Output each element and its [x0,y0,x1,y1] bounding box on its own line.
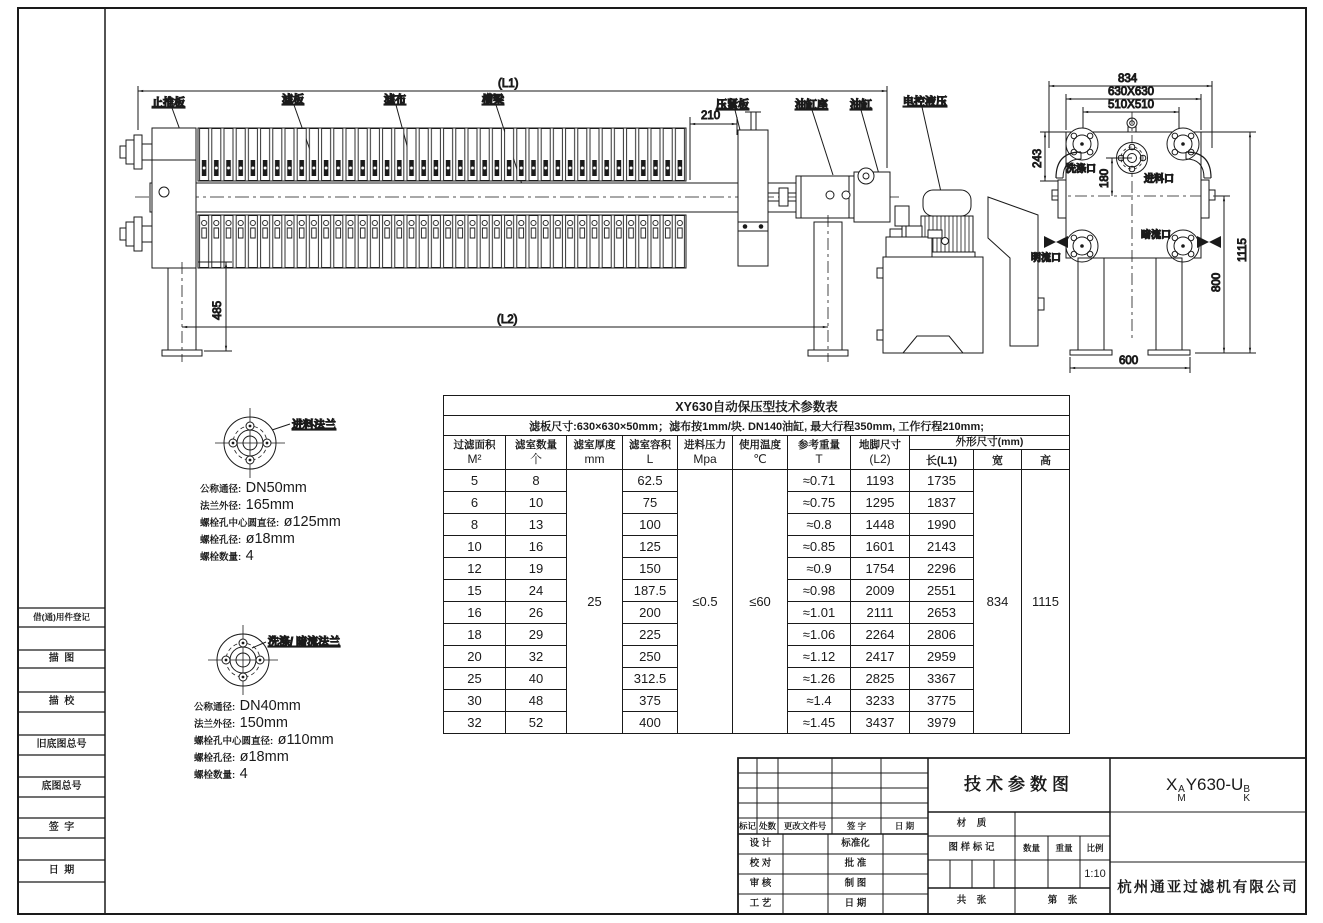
cell-chambers: 13 [506,514,567,536]
rev-header-date: 日 期 [894,821,915,831]
scale-value: 1:10 [1084,868,1106,880]
table-title: XY630自动保压型技术参数表 [444,396,1070,416]
cell-weight: ≈1.45 [788,712,851,734]
role-approve: 批 准 [844,858,867,869]
cell-weight: ≈1.4 [788,690,851,712]
cell-area: 25 [444,668,506,690]
param-table-body [444,396,1070,734]
cell-volume: 187.5 [623,580,678,602]
flange-note-value: 4 [239,766,248,782]
sidebar-item-trace-drawing: 描 图 [48,653,75,664]
flange-note-value: ø18mm [239,749,289,765]
cell-width-shared: 834 [974,470,1022,734]
dim-243: 243 [1032,148,1044,168]
cell-l1: 1837 [910,492,974,514]
rev-header-signature: 签 字 [846,821,867,831]
mark-label: 图 样 标 记 [948,842,995,853]
header-width: 宽 [974,450,1022,470]
cell-temp-shared: ≤60 [733,470,788,734]
sidebar-item-old-master-no: 旧底图总号 [36,739,87,750]
label-hydraulic: 电控液压 [903,96,947,108]
cell-area: 5 [444,470,506,492]
cell-weight: ≈1.12 [788,646,851,668]
rev-header-mark: 标记 [738,821,756,831]
cell-l1: 2806 [910,624,974,646]
label-cylinder-seat: 油缸座 [795,99,828,111]
cell-chambers: 32 [506,646,567,668]
cell-weight: ≈1.06 [788,624,851,646]
label-wash-port: 洗涤口 [1066,164,1096,175]
cell-l2: 1193 [851,470,910,492]
header-thickness: 滤室厚度 mm [567,436,623,470]
cell-l2: 3437 [851,712,910,734]
flange-note-value: 150mm [239,715,288,731]
cell-weight: ≈0.9 [788,558,851,580]
dim-600: 600 [1119,355,1139,367]
sidebar-item-reuse-record: 借(通)用件登记 [33,612,90,622]
dim-834: 834 [1118,73,1138,85]
cell-volume: 150 [623,558,678,580]
cell-l1: 3775 [910,690,974,712]
dim-180: 180 [1099,168,1111,188]
parameter-table [443,395,1070,734]
cell-l2: 1601 [851,536,910,558]
cell-area: 30 [444,690,506,712]
role-design: 设 计 [749,838,772,849]
cell-chambers: 26 [506,602,567,624]
label-filter-cloth: 滤布 [384,94,406,106]
cell-volume: 312.5 [623,668,678,690]
plate-stand [988,197,1038,346]
role-standardize: 标准化 [841,838,870,849]
scale-label: 比例 [1086,843,1104,853]
cell-chambers: 52 [506,712,567,734]
label-feed-port: 进料口 [1144,174,1174,185]
cell-l2: 2417 [851,646,910,668]
dim-485: 485 [212,300,224,320]
cell-area: 15 [444,580,506,602]
dim-l1: (L1) [498,78,519,90]
side-view [120,78,1044,362]
hydraulic-unit [877,190,983,353]
cell-l1: 2143 [910,536,974,558]
cell-l1: 2653 [910,602,974,624]
cell-l2: 2264 [851,624,910,646]
cell-volume: 100 [623,514,678,536]
flange-note-value: DN50mm [245,480,307,496]
flange-note-value: ø18mm [245,531,295,547]
cell-volume: 400 [623,712,678,734]
flange-note-label: 螺栓孔中心圆直径: [200,518,280,529]
label-open-port: 明流口 [1031,253,1061,264]
cell-height-shared: 1115 [1022,470,1070,734]
flange-note-label: 公称通径: [194,702,236,713]
cell-l2: 2111 [851,602,910,624]
inlet-flange-stubs [120,135,152,251]
label-cylinder: 油缸 [850,99,872,111]
cell-l1: 2551 [910,580,974,602]
end-view [1031,73,1256,373]
flange-note-label: 法兰外径: [194,719,236,730]
model-number: X A M Y630-U B K [1166,775,1250,804]
cell-l1: 1990 [910,514,974,536]
role-date: 日 期 [844,898,867,909]
cell-weight: ≈0.98 [788,580,851,602]
cell-weight: ≈0.75 [788,492,851,514]
cell-area: 20 [444,646,506,668]
cell-volume: 375 [623,690,678,712]
table-spec-note: 滤板尺寸:630×630×50mm；滤布按1mm/块. DN140油缸, 最大行程350mm, 工作行程210mm; [444,416,1070,436]
flange-note-value: DN40mm [239,698,301,714]
cell-thickness-shared: 25 [567,470,623,734]
cell-area: 18 [444,624,506,646]
cell-chambers: 40 [506,668,567,690]
rev-header-count: 处数 [758,821,776,831]
cell-volume: 200 [623,602,678,624]
cell-chambers: 16 [506,536,567,558]
dim-800: 800 [1211,272,1223,292]
cell-weight: ≈0.71 [788,470,851,492]
cell-l1: 2296 [910,558,974,580]
header-outer-dims: 外形尺寸(mm) [910,436,1070,450]
wash-flange-detail [208,625,340,695]
flange-note-label: 螺栓数量: [194,770,236,781]
cell-pressure-shared: ≤0.5 [678,470,733,734]
cell-weight: ≈0.85 [788,536,851,558]
flange-note-value: ø125mm [283,514,341,530]
label-feed-flange: 进料法兰 [292,419,336,431]
material-label: 材 质 [956,818,987,829]
sidebar-item-date: 日 期 [48,865,75,876]
cell-weight: ≈1.26 [788,668,851,690]
header-temp: 使用温度 ℃ [733,436,788,470]
rev-header-doc-no: 更改文件号 [783,821,827,831]
header-area: 过滤面积 M² [444,436,506,470]
cell-weight: ≈0.8 [788,514,851,536]
cell-l2: 2009 [851,580,910,602]
total-sheets-label: 共 张 [956,895,987,906]
header-chambers: 滤室数量 个 [506,436,567,470]
role-proofread: 校 对 [749,858,772,869]
cell-volume: 250 [623,646,678,668]
company-name: 杭州通亚过滤机有限公司 [1117,880,1299,896]
dim-510: 510X510 [1108,99,1155,111]
label-beam: 横梁 [482,94,504,106]
cell-area: 8 [444,514,506,536]
header-pressure: 进料压力 Mpa [678,436,733,470]
cell-area: 6 [444,492,506,514]
flange-note-label: 螺栓数量: [200,552,242,563]
cell-area: 16 [444,602,506,624]
flange-note-value: 4 [245,548,254,564]
flange-note-label: 螺栓孔中心圆直径: [194,736,274,747]
dim-210: 210 [701,110,721,122]
cell-volume: 225 [623,624,678,646]
feed-flange-detail [215,408,336,478]
header-length-l1: 长(L1) [910,450,974,470]
cell-l2: 3233 [851,690,910,712]
flange-note-label: 螺栓孔径: [194,753,236,764]
cell-l1: 3979 [910,712,974,734]
label-dark-port: 暗流口 [1141,230,1171,241]
drawing-title: 技术参数图 [964,775,1074,794]
cell-l2: 1295 [851,492,910,514]
role-draft: 制 图 [844,878,867,889]
sidebar-item-master-no: 底图总号 [41,781,82,792]
header-foot: 地脚尺寸 (L2) [851,436,910,470]
cell-l1: 1735 [910,470,974,492]
label-thrust-plate: 止推板 [152,97,185,109]
cell-l1: 3367 [910,668,974,690]
cell-l1: 2959 [910,646,974,668]
dim-1115: 1115 [1237,238,1249,262]
header-weight: 参考重量 T [788,436,851,470]
cell-area: 12 [444,558,506,580]
label-filter-plate: 滤板 [282,94,304,106]
qty-label: 数量 [1022,843,1040,853]
cell-volume: 75 [623,492,678,514]
flange-note-label: 法兰外径: [200,501,242,512]
cell-chambers: 24 [506,580,567,602]
flange-note-label: 螺栓孔径: [200,535,242,546]
cell-l2: 2825 [851,668,910,690]
cell-area: 32 [444,712,506,734]
flange-note-value: 165mm [245,497,294,513]
cell-area: 10 [444,536,506,558]
header-volume: 滤室容积 L [623,436,678,470]
flange-note-label: 公称通径: [200,484,242,495]
sheet-number-label: 第 张 [1047,895,1078,906]
table-row [444,470,1070,492]
cell-weight: ≈1.01 [788,602,851,624]
dim-l2: (L2) [497,314,518,326]
label-wash-flange: 洗涤/ 暗流法兰 [268,636,341,648]
flange-note-value: ø110mm [277,732,334,748]
weight-label: 重量 [1055,843,1073,853]
cell-l2: 1754 [851,558,910,580]
cell-chambers: 8 [506,470,567,492]
cell-chambers: 48 [506,690,567,712]
role-review: 审 核 [749,878,772,889]
cell-chambers: 19 [506,558,567,580]
cell-volume: 62.5 [623,470,678,492]
cell-volume: 125 [623,536,678,558]
sidebar-item-trace-check: 描 校 [48,696,75,707]
dim-630: 630X630 [1108,86,1155,98]
cell-chambers: 10 [506,492,567,514]
label-press-plate: 压紧板 [716,99,749,111]
sidebar-item-signature: 签 字 [48,822,75,833]
cell-l2: 1448 [851,514,910,536]
header-height: 高 [1022,450,1070,470]
role-process: 工 艺 [749,898,772,909]
cell-chambers: 29 [506,624,567,646]
